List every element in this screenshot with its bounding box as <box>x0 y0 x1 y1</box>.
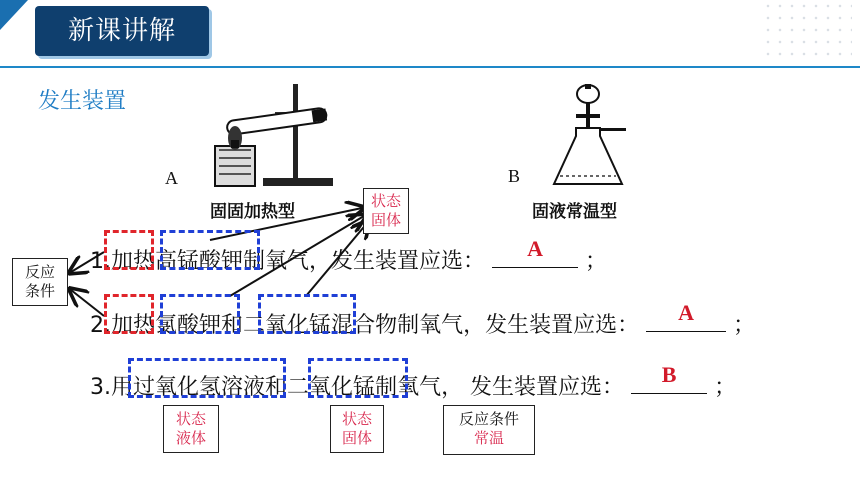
q2-reagent-highlight <box>160 294 240 334</box>
note-reaction-condition: 反应 条件 <box>12 258 68 306</box>
q2-number: 2. <box>90 313 111 338</box>
q1-answer-blank[interactable] <box>492 236 578 268</box>
apparatus-b-letter: B <box>508 166 521 186</box>
q3-reagent: 过氧化氢溶液 <box>133 375 266 400</box>
q3-catalyst: 二氧化锰 <box>287 375 376 400</box>
note-state-solid-top: 状态 固体 <box>363 188 409 234</box>
q2-heating: 加热 <box>111 313 156 338</box>
q3-answer-blank[interactable] <box>631 362 707 394</box>
q1-reagent-highlight <box>160 230 260 270</box>
q2-reagent: 氯酸钾 <box>155 313 222 338</box>
q3-use: 用 <box>111 375 134 400</box>
apparatus-b-caption: 固液常温型 <box>532 202 617 222</box>
q2-end: ； <box>733 313 756 338</box>
q3-answer: B <box>661 362 677 387</box>
q3-end: ； <box>714 375 737 400</box>
q1-number: 1. <box>90 249 111 274</box>
note-state-liquid: 状态 液体 <box>163 405 219 453</box>
apparatus-a-letter: A <box>165 168 178 188</box>
apparatus-a-caption: 固固加热型 <box>210 202 295 222</box>
q2-answer-blank[interactable] <box>646 300 726 332</box>
q1-heating: 加热 <box>111 249 156 274</box>
q2-catalyst: 二氧化锰 <box>243 313 332 338</box>
q3-number: 3. <box>90 375 111 400</box>
q2-catalyst-highlight <box>258 294 356 334</box>
section-title: 发生装置 <box>38 89 127 114</box>
page-title: 新课讲解 <box>67 16 176 46</box>
q2-and: 和 <box>221 313 244 338</box>
q1-answer: A <box>527 236 543 261</box>
q2-condition-highlight <box>104 294 154 334</box>
q1-condition-highlight <box>104 230 154 270</box>
note-condition-room-temp: 反应条件 常温 <box>443 405 535 455</box>
q2-text: 混合物制氧气，发生装置应选： <box>331 313 640 338</box>
q3-and: 和 <box>265 375 288 400</box>
q1-end: ； <box>585 249 608 274</box>
note-state-solid-bottom: 状态 固体 <box>330 405 384 453</box>
q1-text: 制氧气，发生装置应选： <box>243 249 486 274</box>
q2-answer: A <box>678 300 695 325</box>
q3-catalyst-highlight <box>308 358 408 398</box>
q3-reagent-highlight <box>128 358 286 398</box>
q1-reagent: 高锰酸钾 <box>155 249 244 274</box>
q3-text: 制氧气， 发生装置应选： <box>375 375 625 400</box>
